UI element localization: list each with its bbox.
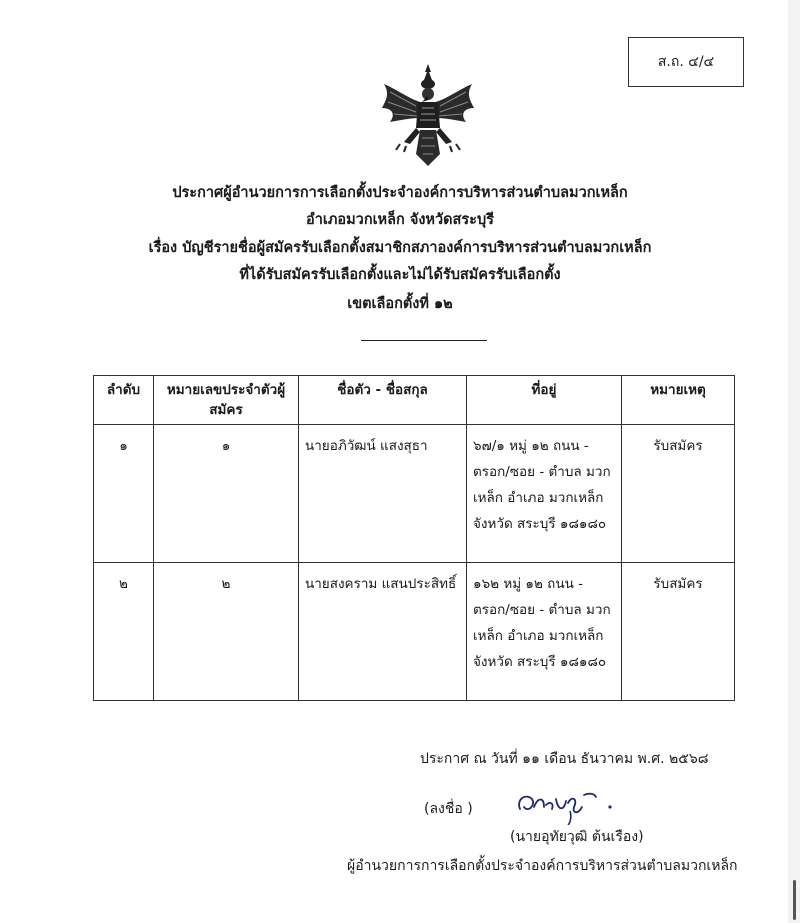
header-order: ลำดับ [94,376,154,425]
heading-divider [361,340,487,341]
table-row [94,425,735,563]
signer-name: (นายอุทัยวุฒิ ต้นเรือง) [510,829,644,845]
header-name: ชื่อตัว - ชื่อสกุล [299,376,467,425]
cell-candidate-number: ๒ [154,563,299,701]
scrollbar-thumb[interactable] [793,880,796,920]
heading-line-5: เขตเลือกตั้งที่ ๑๒ [347,296,453,312]
cell-order: ๒ [94,563,154,701]
candidate-table [93,375,735,701]
announcement-date: ประกาศ ณ วันที่ ๑๑ เดือน ธันวาคม พ.ศ. ๒๕๖๘ [420,751,709,767]
signer-title: ผู้อำนวยการการเลือกตั้งประจำองค์การบริหารส่วนตำบลมวกเหล็ก [347,858,738,874]
heading-line-3: เรื่อง บัญชีรายชื่อผู้สมัครรับเลือกตั้งสมาชิกสภาองค์การบริหารส่วนตำบลมวกเหล็ก [148,240,652,256]
cell-name: นายอภิวัฒน์ แสงสุธา [299,425,467,563]
page-edge [788,0,800,923]
cell-address: ๑๖๒ หมู่ ๑๒ ถนน - ตรอก/ซอย - ตำบล มวกเหล็ก อำเภอ มวกเหล็ก จังหวัด สระบุรี ๑๘๑๘๐ [467,563,622,701]
cell-candidate-number: ๑ [154,425,299,563]
header-candidate-number: หมายเลขประจำตัวผู้สมัคร [154,376,299,425]
heading-line-4: ที่ได้รับสมัครรับเลือกตั้งและไม่ได้รับสมัครรับเลือกตั้ง [239,267,561,283]
form-code-box [628,37,744,87]
form-code: ส.ถ. ๔/๔ [657,54,715,70]
header-address: ที่อยู่ [467,376,622,425]
heading-line-1: ประกาศผู้อำนวยการการเลือกตั้งประจำองค์การบริหารส่วนตำบลมวกเหล็ก [172,185,628,201]
signature-label: (ลงชื่อ ) [424,801,473,817]
table-row [94,563,735,701]
handwritten-signature [512,785,622,825]
cell-name: นายสงคราม แสนประสิทธิ์ [299,563,467,701]
cell-note: รับสมัคร [622,563,735,701]
heading-line-2: อำเภอมวกเหล็ก จังหวัดสระบุรี [306,212,494,228]
cell-note: รับสมัคร [622,425,735,563]
cell-address: ๖๗/๑ หมู่ ๑๒ ถนน - ตรอก/ซอย - ตำบล มวกเหล็ก อำเภอ มวกเหล็ก จังหวัด สระบุรี ๑๘๑๘๐ [467,425,622,563]
table-header-row [94,376,735,425]
header-note: หมายเหตุ [622,376,735,425]
cell-order: ๑ [94,425,154,563]
garuda-emblem-icon [380,62,476,168]
